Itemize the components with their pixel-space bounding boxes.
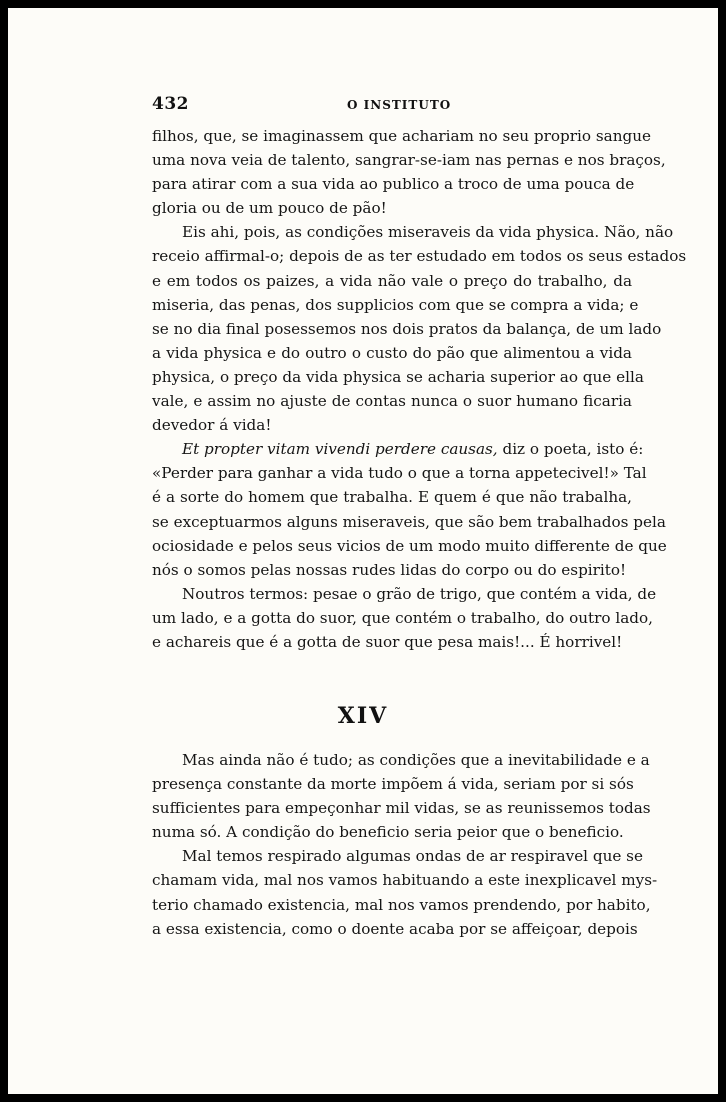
text-line: miseria, das penas, dos supplicios com que se compra a vida; e (152, 295, 639, 314)
quote-attribution: diz o poeta, isto é: (497, 440, 644, 459)
paragraph-6 (152, 844, 658, 940)
text-line: para atirar com a sua vida ao publico a troco de uma pouca de (152, 175, 635, 194)
text-line: e em todos os paizes, a vida não vale o preço do trabalho, da (152, 271, 632, 290)
text-line: terio chamado existencia, mal nos vamos prendendo, por habito, (152, 895, 651, 914)
page-number: 432 (152, 94, 189, 114)
text-line: filhos, que, se imaginassem que achariam no seu proprio sangue (152, 127, 651, 145)
text-line: uma nova veia de talento, sangrar-se-iam nas pernas e nos braços, (152, 151, 666, 170)
page-header (152, 94, 632, 118)
text-line: e achareis que é a gotta de suor que pesa mais!... É horrivel! (152, 632, 623, 651)
text-line: physica, o preço da vida physica se acharia superior ao que ella (152, 367, 644, 386)
text-line: nós o somos pelas nossas rudes lidas do corpo ou do espirito! (152, 560, 627, 579)
text-line: receio affirmal-o; depois de as ter estudado em todos os seus estados (152, 247, 687, 266)
text-line: gloria ou de um pouco de pão! (152, 199, 387, 218)
text-line: presença constante da morte impõem á vida, seriam por si sós (152, 775, 634, 794)
text-line: numa só. A condição do beneficio seria peior que o beneficio. (152, 823, 624, 842)
paragraph-1 (152, 124, 666, 220)
text-line: se exceptuarmos alguns miseraveis, que são bem trabalhados pela (152, 512, 666, 531)
text-line: Mas ainda não é tudo; as condições que a inevitabilidade e a (182, 751, 650, 769)
text-line: Mal temos respirado algumas ondas de ar respiravel que se (182, 847, 643, 866)
text-line: «Perder para ganhar a vida tudo o que a torna appetecivel!» Tal (152, 464, 647, 483)
text-line: é a sorte do homem que trabalha. E quem é que não trabalha, (152, 488, 632, 507)
book-page (8, 8, 718, 1094)
lower-text-block (152, 748, 658, 941)
text-line: vale, e assim no ajuste de contas nunca o suor humano ficaria (152, 392, 632, 411)
text-line: devedor á vida! (152, 416, 272, 435)
text-line: Noutros termos: pesae o grão de trigo, que contém a vida, de (182, 584, 657, 603)
text-line: chamam vida, mal nos vamos habituando a este inexplicavel mys- (152, 871, 658, 890)
paragraph-4 (152, 582, 657, 654)
text-line: Eis ahi, pois, as condições miseraveis da vida physica. Não, não (182, 223, 674, 242)
text-line: ociosidade e pelos seus vicios de um modo muito differente de que (152, 536, 667, 555)
running-title: O INSTITUTO (347, 98, 452, 112)
section-heading: XIV (337, 703, 389, 729)
text-line: se no dia final posessemos nos dois pratos da balança, de um lado (152, 319, 662, 338)
paragraph-5 (152, 748, 651, 844)
latin-quote: Et propter vitam vivendi perdere causas, (182, 440, 498, 459)
upper-text-block (152, 124, 687, 654)
text-line: sufficientes para empeçonhar mil vidas, se as reunissemos todas (152, 799, 651, 818)
text-line (152, 437, 644, 461)
paragraph-3 (152, 437, 667, 582)
text-line: a vida physica e do outro o custo do pão que alimentou a vida (152, 343, 632, 362)
text-line: a essa existencia, como o doente acaba por se affeiçoar, depois (152, 919, 638, 938)
paragraph-2 (152, 220, 687, 437)
text-line: um lado, e a gotta do suor, que contém o trabalho, do outro lado, (152, 608, 653, 627)
